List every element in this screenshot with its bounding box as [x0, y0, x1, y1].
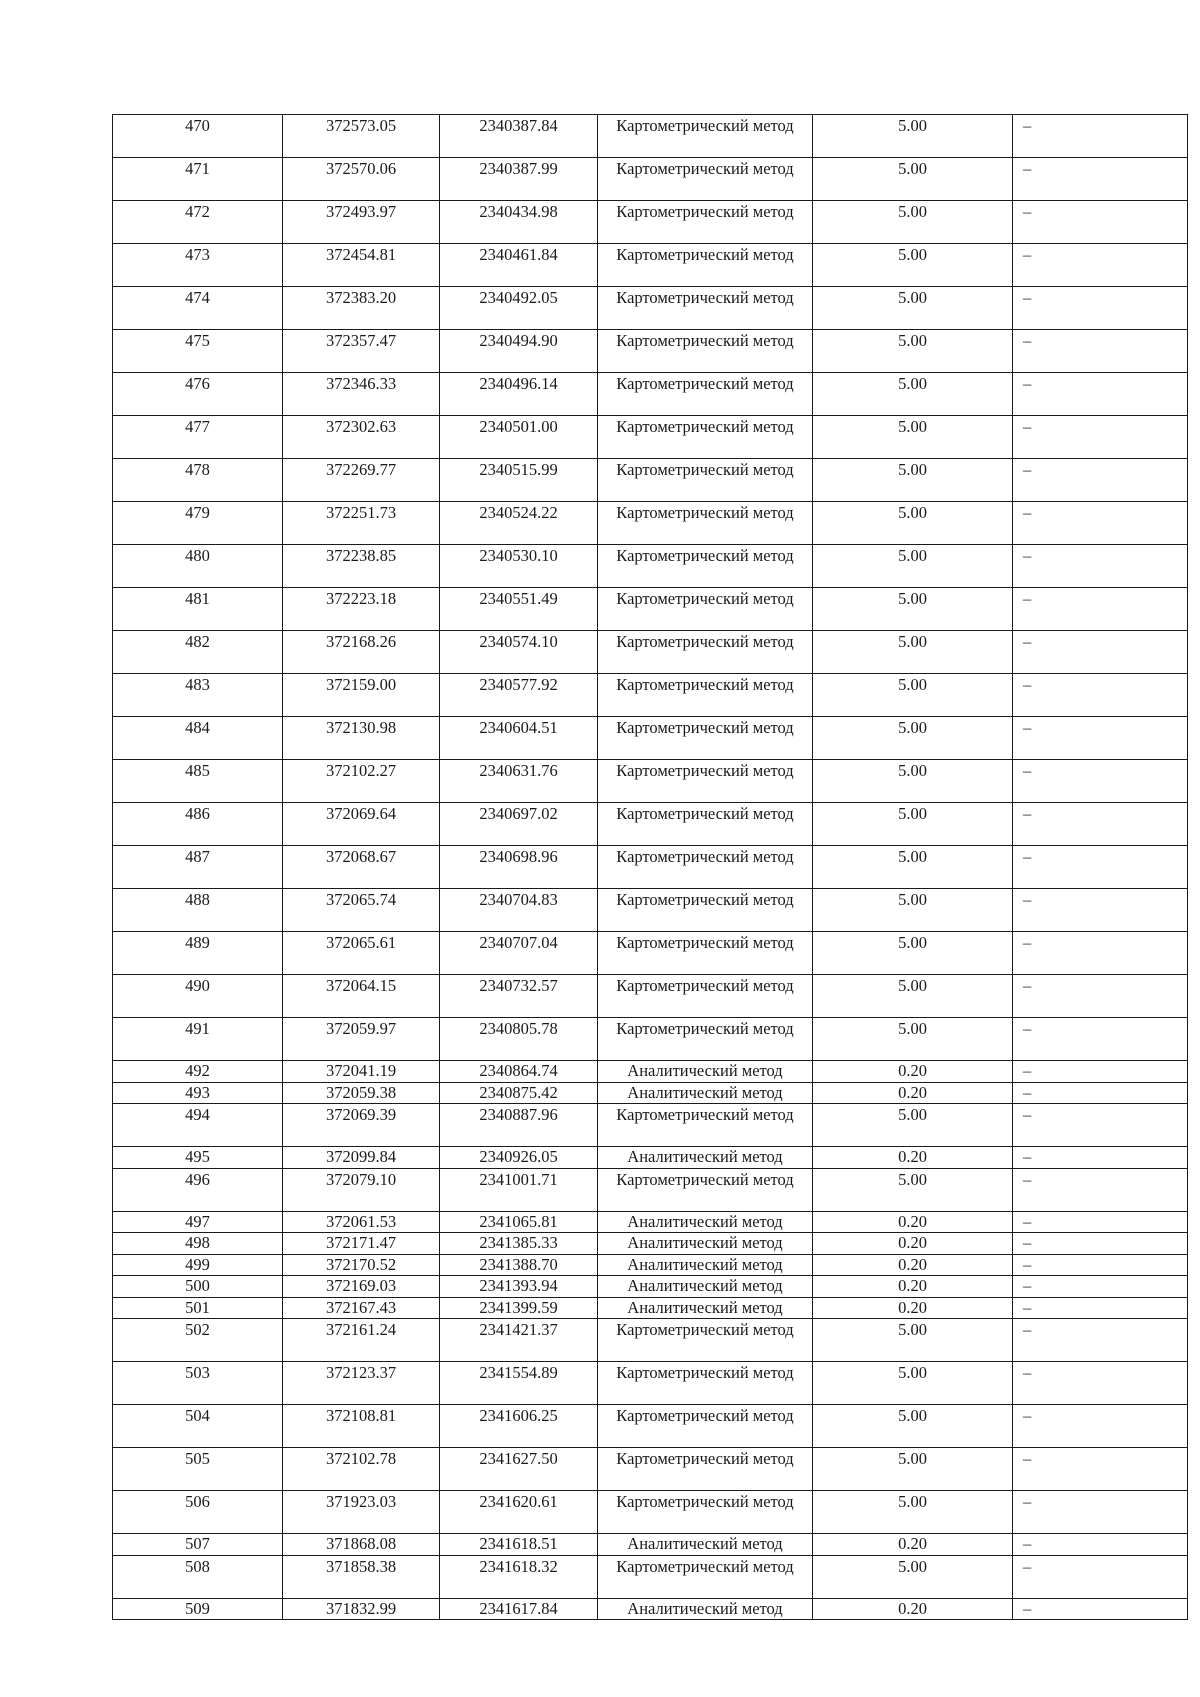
note-cell: – — [1013, 1104, 1188, 1147]
point-number-cell: 471 — [113, 158, 283, 201]
method-cell: Картометрический метод — [598, 674, 813, 717]
y-coordinate-cell: 2340387.84 — [440, 115, 598, 158]
method-cell: Картометрический метод — [598, 889, 813, 932]
accuracy-cell: 5.00 — [813, 1405, 1013, 1448]
accuracy-cell: 5.00 — [813, 158, 1013, 201]
method-cell: Картометрический метод — [598, 459, 813, 502]
accuracy-cell: 0.20 — [813, 1061, 1013, 1083]
y-coordinate-cell: 2340501.00 — [440, 416, 598, 459]
method-cell: Картометрический метод — [598, 1104, 813, 1147]
x-coordinate-cell: 372493.97 — [283, 201, 440, 244]
point-number-cell: 485 — [113, 760, 283, 803]
table-row — [113, 115, 1188, 158]
x-coordinate-cell: 372161.24 — [283, 1319, 440, 1362]
x-coordinate-cell: 372168.26 — [283, 631, 440, 674]
point-number-cell: 504 — [113, 1405, 283, 1448]
accuracy-cell: 0.20 — [813, 1211, 1013, 1233]
x-coordinate-cell: 371832.99 — [283, 1598, 440, 1620]
table-row — [113, 1534, 1188, 1556]
x-coordinate-cell: 372041.19 — [283, 1061, 440, 1083]
y-coordinate-cell: 2341399.59 — [440, 1297, 598, 1319]
note-cell: – — [1013, 631, 1188, 674]
note-cell: – — [1013, 975, 1188, 1018]
table-row — [113, 201, 1188, 244]
method-cell: Картометрический метод — [598, 201, 813, 244]
table-row — [113, 932, 1188, 975]
x-coordinate-cell: 372102.27 — [283, 760, 440, 803]
note-cell: – — [1013, 1534, 1188, 1556]
note-cell: – — [1013, 1319, 1188, 1362]
note-cell: – — [1013, 459, 1188, 502]
point-number-cell: 498 — [113, 1233, 283, 1255]
method-cell: Картометрический метод — [598, 846, 813, 889]
y-coordinate-cell: 2340492.05 — [440, 287, 598, 330]
point-number-cell: 497 — [113, 1211, 283, 1233]
note-cell: – — [1013, 803, 1188, 846]
accuracy-cell: 5.00 — [813, 115, 1013, 158]
point-number-cell: 480 — [113, 545, 283, 588]
y-coordinate-cell: 2340387.99 — [440, 158, 598, 201]
point-number-cell: 501 — [113, 1297, 283, 1319]
table-row — [113, 1297, 1188, 1319]
method-cell: Картометрический метод — [598, 502, 813, 545]
table-row — [113, 889, 1188, 932]
table-row — [113, 760, 1188, 803]
point-number-cell: 489 — [113, 932, 283, 975]
y-coordinate-cell: 2341618.51 — [440, 1534, 598, 1556]
point-number-cell: 473 — [113, 244, 283, 287]
point-number-cell: 499 — [113, 1254, 283, 1276]
point-number-cell: 486 — [113, 803, 283, 846]
accuracy-cell: 5.00 — [813, 975, 1013, 1018]
note-cell: – — [1013, 1448, 1188, 1491]
table-row — [113, 1276, 1188, 1298]
note-cell: – — [1013, 373, 1188, 416]
method-cell: Аналитический метод — [598, 1082, 813, 1104]
table-row — [113, 287, 1188, 330]
accuracy-cell: 0.20 — [813, 1233, 1013, 1255]
accuracy-cell: 5.00 — [813, 1168, 1013, 1211]
point-number-cell: 482 — [113, 631, 283, 674]
method-cell: Картометрический метод — [598, 760, 813, 803]
note-cell: – — [1013, 1555, 1188, 1598]
y-coordinate-cell: 2340864.74 — [440, 1061, 598, 1083]
method-cell: Картометрический метод — [598, 1448, 813, 1491]
x-coordinate-cell: 372170.52 — [283, 1254, 440, 1276]
point-number-cell: 492 — [113, 1061, 283, 1083]
accuracy-cell: 5.00 — [813, 631, 1013, 674]
point-number-cell: 487 — [113, 846, 283, 889]
y-coordinate-cell: 2341393.94 — [440, 1276, 598, 1298]
table-row — [113, 1491, 1188, 1534]
point-number-cell: 479 — [113, 502, 283, 545]
method-cell: Аналитический метод — [598, 1598, 813, 1620]
note-cell: – — [1013, 330, 1188, 373]
method-cell: Картометрический метод — [598, 1018, 813, 1061]
y-coordinate-cell: 2340515.99 — [440, 459, 598, 502]
point-number-cell: 494 — [113, 1104, 283, 1147]
y-coordinate-cell: 2341385.33 — [440, 1233, 598, 1255]
point-number-cell: 470 — [113, 115, 283, 158]
x-coordinate-cell: 372269.77 — [283, 459, 440, 502]
x-coordinate-cell: 372069.39 — [283, 1104, 440, 1147]
point-number-cell: 478 — [113, 459, 283, 502]
accuracy-cell: 5.00 — [813, 674, 1013, 717]
table-row — [113, 1598, 1188, 1620]
table-row — [113, 1233, 1188, 1255]
y-coordinate-cell: 2341388.70 — [440, 1254, 598, 1276]
accuracy-cell: 5.00 — [813, 502, 1013, 545]
method-cell: Картометрический метод — [598, 373, 813, 416]
accuracy-cell: 5.00 — [813, 889, 1013, 932]
x-coordinate-cell: 372251.73 — [283, 502, 440, 545]
note-cell: – — [1013, 1276, 1188, 1298]
x-coordinate-cell: 372065.61 — [283, 932, 440, 975]
y-coordinate-cell: 2340887.96 — [440, 1104, 598, 1147]
note-cell: – — [1013, 201, 1188, 244]
method-cell: Картометрический метод — [598, 330, 813, 373]
y-coordinate-cell: 2341627.50 — [440, 1448, 598, 1491]
method-cell: Картометрический метод — [598, 932, 813, 975]
table-row — [113, 459, 1188, 502]
method-cell: Картометрический метод — [598, 1491, 813, 1534]
point-number-cell: 507 — [113, 1534, 283, 1556]
note-cell: – — [1013, 158, 1188, 201]
table-row — [113, 975, 1188, 1018]
note-cell: – — [1013, 416, 1188, 459]
point-number-cell: 500 — [113, 1276, 283, 1298]
x-coordinate-cell: 371858.38 — [283, 1555, 440, 1598]
point-number-cell: 493 — [113, 1082, 283, 1104]
x-coordinate-cell: 372383.20 — [283, 287, 440, 330]
accuracy-cell: 5.00 — [813, 717, 1013, 760]
method-cell: Аналитический метод — [598, 1147, 813, 1169]
point-number-cell: 474 — [113, 287, 283, 330]
point-number-cell: 508 — [113, 1555, 283, 1598]
accuracy-cell: 0.20 — [813, 1534, 1013, 1556]
table-row — [113, 1254, 1188, 1276]
point-number-cell: 502 — [113, 1319, 283, 1362]
x-coordinate-cell: 372102.78 — [283, 1448, 440, 1491]
x-coordinate-cell: 372069.64 — [283, 803, 440, 846]
point-number-cell: 483 — [113, 674, 283, 717]
note-cell: – — [1013, 502, 1188, 545]
accuracy-cell: 5.00 — [813, 1104, 1013, 1147]
y-coordinate-cell: 2340926.05 — [440, 1147, 598, 1169]
note-cell: – — [1013, 846, 1188, 889]
accuracy-cell: 5.00 — [813, 1018, 1013, 1061]
x-coordinate-cell: 372357.47 — [283, 330, 440, 373]
accuracy-cell: 5.00 — [813, 330, 1013, 373]
method-cell: Аналитический метод — [598, 1297, 813, 1319]
method-cell: Картометрический метод — [598, 287, 813, 330]
x-coordinate-cell: 372171.47 — [283, 1233, 440, 1255]
accuracy-cell: 5.00 — [813, 1491, 1013, 1534]
note-cell: – — [1013, 1405, 1188, 1448]
point-number-cell: 475 — [113, 330, 283, 373]
x-coordinate-cell: 372454.81 — [283, 244, 440, 287]
accuracy-cell: 5.00 — [813, 201, 1013, 244]
table-row — [113, 1061, 1188, 1083]
y-coordinate-cell: 2340805.78 — [440, 1018, 598, 1061]
table-row — [113, 631, 1188, 674]
table-row — [113, 1319, 1188, 1362]
x-coordinate-cell: 372570.06 — [283, 158, 440, 201]
point-number-cell: 488 — [113, 889, 283, 932]
table-row — [113, 330, 1188, 373]
method-cell: Картометрический метод — [598, 545, 813, 588]
table-row — [113, 674, 1188, 717]
point-number-cell: 506 — [113, 1491, 283, 1534]
accuracy-cell: 5.00 — [813, 1319, 1013, 1362]
x-coordinate-cell: 372068.67 — [283, 846, 440, 889]
table-row — [113, 1555, 1188, 1598]
method-cell: Картометрический метод — [598, 115, 813, 158]
x-coordinate-cell: 372130.98 — [283, 717, 440, 760]
x-coordinate-cell: 372167.43 — [283, 1297, 440, 1319]
y-coordinate-cell: 2340530.10 — [440, 545, 598, 588]
method-cell: Картометрический метод — [598, 803, 813, 846]
y-coordinate-cell: 2341421.37 — [440, 1319, 598, 1362]
method-cell: Картометрический метод — [598, 631, 813, 674]
y-coordinate-cell: 2340494.90 — [440, 330, 598, 373]
point-number-cell: 484 — [113, 717, 283, 760]
y-coordinate-cell: 2341065.81 — [440, 1211, 598, 1233]
y-coordinate-cell: 2340496.14 — [440, 373, 598, 416]
x-coordinate-cell: 372123.37 — [283, 1362, 440, 1405]
point-number-cell: 496 — [113, 1168, 283, 1211]
accuracy-cell: 5.00 — [813, 373, 1013, 416]
accuracy-cell: 5.00 — [813, 416, 1013, 459]
x-coordinate-cell: 372108.81 — [283, 1405, 440, 1448]
table-row — [113, 1018, 1188, 1061]
y-coordinate-cell: 2340574.10 — [440, 631, 598, 674]
point-number-cell: 476 — [113, 373, 283, 416]
method-cell: Картометрический метод — [598, 1168, 813, 1211]
note-cell: – — [1013, 889, 1188, 932]
x-coordinate-cell: 372079.10 — [283, 1168, 440, 1211]
x-coordinate-cell: 372346.33 — [283, 373, 440, 416]
x-coordinate-cell: 372223.18 — [283, 588, 440, 631]
x-coordinate-cell: 372302.63 — [283, 416, 440, 459]
x-coordinate-cell: 372065.74 — [283, 889, 440, 932]
method-cell: Картометрический метод — [598, 416, 813, 459]
accuracy-cell: 5.00 — [813, 287, 1013, 330]
method-cell: Аналитический метод — [598, 1061, 813, 1083]
x-coordinate-cell: 372169.03 — [283, 1276, 440, 1298]
table-row — [113, 502, 1188, 545]
accuracy-cell: 5.00 — [813, 760, 1013, 803]
method-cell: Картометрический метод — [598, 1555, 813, 1598]
note-cell: – — [1013, 1362, 1188, 1405]
accuracy-cell: 0.20 — [813, 1254, 1013, 1276]
note-cell: – — [1013, 545, 1188, 588]
note-cell: – — [1013, 1061, 1188, 1083]
table-row — [113, 158, 1188, 201]
note-cell: – — [1013, 1233, 1188, 1255]
table-row — [113, 1168, 1188, 1211]
point-number-cell: 472 — [113, 201, 283, 244]
table-row — [113, 373, 1188, 416]
y-coordinate-cell: 2340577.92 — [440, 674, 598, 717]
y-coordinate-cell: 2340434.98 — [440, 201, 598, 244]
y-coordinate-cell: 2341620.61 — [440, 1491, 598, 1534]
note-cell: – — [1013, 1491, 1188, 1534]
method-cell: Картометрический метод — [598, 1405, 813, 1448]
table-row — [113, 717, 1188, 760]
y-coordinate-cell: 2340698.96 — [440, 846, 598, 889]
y-coordinate-cell: 2340707.04 — [440, 932, 598, 975]
x-coordinate-cell: 372099.84 — [283, 1147, 440, 1169]
note-cell: – — [1013, 932, 1188, 975]
method-cell: Картометрический метод — [598, 244, 813, 287]
table-row — [113, 588, 1188, 631]
note-cell: – — [1013, 1297, 1188, 1319]
y-coordinate-cell: 2341554.89 — [440, 1362, 598, 1405]
method-cell: Картометрический метод — [598, 1319, 813, 1362]
y-coordinate-cell: 2341617.84 — [440, 1598, 598, 1620]
table-row — [113, 244, 1188, 287]
method-cell: Аналитический метод — [598, 1211, 813, 1233]
table-row — [113, 1082, 1188, 1104]
x-coordinate-cell: 372238.85 — [283, 545, 440, 588]
y-coordinate-cell: 2340524.22 — [440, 502, 598, 545]
x-coordinate-cell: 372061.53 — [283, 1211, 440, 1233]
method-cell: Аналитический метод — [598, 1233, 813, 1255]
point-number-cell: 505 — [113, 1448, 283, 1491]
accuracy-cell: 0.20 — [813, 1276, 1013, 1298]
accuracy-cell: 0.20 — [813, 1598, 1013, 1620]
table-body — [113, 115, 1188, 1620]
note-cell: – — [1013, 1254, 1188, 1276]
coordinates-table — [112, 114, 1188, 1620]
method-cell: Картометрический метод — [598, 588, 813, 631]
x-coordinate-cell: 372059.97 — [283, 1018, 440, 1061]
table-row — [113, 416, 1188, 459]
note-cell: – — [1013, 1018, 1188, 1061]
accuracy-cell: 5.00 — [813, 932, 1013, 975]
note-cell: – — [1013, 674, 1188, 717]
note-cell: – — [1013, 1147, 1188, 1169]
x-coordinate-cell: 372159.00 — [283, 674, 440, 717]
note-cell: – — [1013, 1598, 1188, 1620]
table-row — [113, 1147, 1188, 1169]
y-coordinate-cell: 2340704.83 — [440, 889, 598, 932]
point-number-cell: 503 — [113, 1362, 283, 1405]
y-coordinate-cell: 2340551.49 — [440, 588, 598, 631]
table-row — [113, 1405, 1188, 1448]
note-cell: – — [1013, 1168, 1188, 1211]
table-row — [113, 846, 1188, 889]
method-cell: Аналитический метод — [598, 1534, 813, 1556]
accuracy-cell: 5.00 — [813, 545, 1013, 588]
table-row — [113, 1211, 1188, 1233]
note-cell: – — [1013, 588, 1188, 631]
accuracy-cell: 0.20 — [813, 1297, 1013, 1319]
point-number-cell: 491 — [113, 1018, 283, 1061]
accuracy-cell: 5.00 — [813, 803, 1013, 846]
accuracy-cell: 5.00 — [813, 846, 1013, 889]
x-coordinate-cell: 372064.15 — [283, 975, 440, 1018]
note-cell: – — [1013, 115, 1188, 158]
note-cell: – — [1013, 717, 1188, 760]
accuracy-cell: 5.00 — [813, 244, 1013, 287]
note-cell: – — [1013, 287, 1188, 330]
accuracy-cell: 5.00 — [813, 1555, 1013, 1598]
note-cell: – — [1013, 244, 1188, 287]
method-cell: Аналитический метод — [598, 1254, 813, 1276]
y-coordinate-cell: 2340461.84 — [440, 244, 598, 287]
table-row — [113, 1448, 1188, 1491]
accuracy-cell: 0.20 — [813, 1147, 1013, 1169]
table-row — [113, 545, 1188, 588]
x-coordinate-cell: 372573.05 — [283, 115, 440, 158]
y-coordinate-cell: 2340732.57 — [440, 975, 598, 1018]
method-cell: Картометрический метод — [598, 158, 813, 201]
accuracy-cell: 5.00 — [813, 588, 1013, 631]
y-coordinate-cell: 2341001.71 — [440, 1168, 598, 1211]
y-coordinate-cell: 2340875.42 — [440, 1082, 598, 1104]
accuracy-cell: 5.00 — [813, 1448, 1013, 1491]
accuracy-cell: 0.20 — [813, 1082, 1013, 1104]
table-row — [113, 803, 1188, 846]
point-number-cell: 477 — [113, 416, 283, 459]
x-coordinate-cell: 371923.03 — [283, 1491, 440, 1534]
point-number-cell: 490 — [113, 975, 283, 1018]
point-number-cell: 509 — [113, 1598, 283, 1620]
method-cell: Картометрический метод — [598, 975, 813, 1018]
note-cell: – — [1013, 1082, 1188, 1104]
note-cell: – — [1013, 760, 1188, 803]
x-coordinate-cell: 371868.08 — [283, 1534, 440, 1556]
y-coordinate-cell: 2340631.76 — [440, 760, 598, 803]
point-number-cell: 495 — [113, 1147, 283, 1169]
table-row — [113, 1362, 1188, 1405]
x-coordinate-cell: 372059.38 — [283, 1082, 440, 1104]
method-cell: Аналитический метод — [598, 1276, 813, 1298]
table-row — [113, 1104, 1188, 1147]
y-coordinate-cell: 2341606.25 — [440, 1405, 598, 1448]
method-cell: Картометрический метод — [598, 717, 813, 760]
point-number-cell: 481 — [113, 588, 283, 631]
method-cell: Картометрический метод — [598, 1362, 813, 1405]
accuracy-cell: 5.00 — [813, 1362, 1013, 1405]
y-coordinate-cell: 2340604.51 — [440, 717, 598, 760]
note-cell: – — [1013, 1211, 1188, 1233]
accuracy-cell: 5.00 — [813, 459, 1013, 502]
y-coordinate-cell: 2340697.02 — [440, 803, 598, 846]
y-coordinate-cell: 2341618.32 — [440, 1555, 598, 1598]
